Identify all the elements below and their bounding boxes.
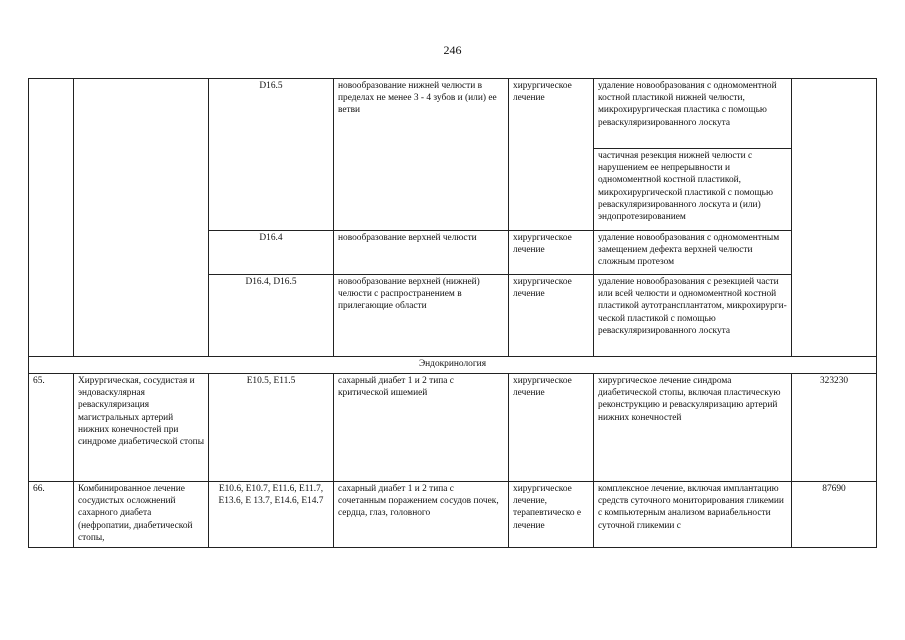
model-cell: новообразование верхней челюсти xyxy=(334,231,509,275)
code-cell: D16.4 xyxy=(209,231,334,275)
cost-cell: 87690 xyxy=(792,482,877,548)
num-cell xyxy=(29,79,74,357)
num-cell: 66. xyxy=(29,482,74,548)
page-number: 246 xyxy=(443,43,462,57)
name-cell: Хирургическая, сосудистая и эндоваскулярная реваскуляризация магистральных артерий нижних конечностей при синдроме диабетической стопы xyxy=(74,374,209,482)
treatment-type-cell: хирургическое лечение xyxy=(509,374,594,482)
code-cell: E10.5, E11.5 xyxy=(209,374,334,482)
method-cell: комплексное лечение, включая имплантацию средств суточного мониторирования гликемии с компьютерным анализом вариабельности суточной гликемии с xyxy=(594,482,792,548)
cost-cell xyxy=(792,79,877,357)
treatment-type-cell: хирургическое лечение xyxy=(509,275,594,357)
table-row xyxy=(29,79,877,149)
section-heading: Эндокринология xyxy=(29,357,877,374)
method-cell: удаление новообразования с одномоментной костной пластикой нижней челюсти, микрохирургическая пластика с помощью реваскуляризированного лоскута xyxy=(594,79,792,149)
name-cell xyxy=(74,79,209,357)
model-cell: новообразование верхней (нижней) челюсти с распространением в прилегающие области xyxy=(334,275,509,357)
treatment-type-cell: хирургическое лечение xyxy=(509,231,594,275)
medical-care-table xyxy=(28,78,877,548)
name-cell: Комбинированное лечение сосудистых осложнений сахарного диабета (нефропатии, диабетической стопы, xyxy=(74,482,209,548)
method-cell: удаление новообразования с одномоментным замещением дефекта верхней челюсти сложным протезом xyxy=(594,231,792,275)
cost-cell: 323230 xyxy=(792,374,877,482)
model-cell: сахарный диабет 1 и 2 типа с сочетанным поражением сосудов почек, сердца, глаз, головного xyxy=(334,482,509,548)
section-heading-row xyxy=(29,357,877,374)
treatment-type-cell: хирургическое лечение xyxy=(509,79,594,231)
code-cell: E10.6, E10.7, E11.6, E11.7, E13.6, E 13.7, E14.6, E14.7 xyxy=(209,482,334,548)
model-cell: сахарный диабет 1 и 2 типа с критической ишемией xyxy=(334,374,509,482)
method-cell: частичная резекция нижней челюсти с нарушением ее непрерывности и одномоментной костной пластикой, микрохирургической пластикой с помощью реваскуляризированного лоскута и (или) эндопротезированием xyxy=(594,149,792,231)
code-cell: D16.5 xyxy=(209,79,334,231)
model-cell: новообразование нижней челюсти в пределах не менее 3 - 4 зубов и (или) ее ветви xyxy=(334,79,509,231)
method-cell: хирургическое лечение синдрома диабетической стопы, включая пластическую реконструкцию и реваскуляризацию артерий нижних конечностей xyxy=(594,374,792,482)
table-row xyxy=(29,482,877,548)
table-row xyxy=(29,374,877,482)
treatment-type-cell: хирургическое лечение, терапевтическо е лечение xyxy=(509,482,594,548)
code-cell: D16.4, D16.5 xyxy=(209,275,334,357)
method-cell: удаление новообразования с резекцией части или всей челюсти и одномоментной костной пластикой аутотрансплантатом, микрохирурги-ческой пластикой с помощью реваскуляризированного лоскута xyxy=(594,275,792,357)
num-cell: 65. xyxy=(29,374,74,482)
